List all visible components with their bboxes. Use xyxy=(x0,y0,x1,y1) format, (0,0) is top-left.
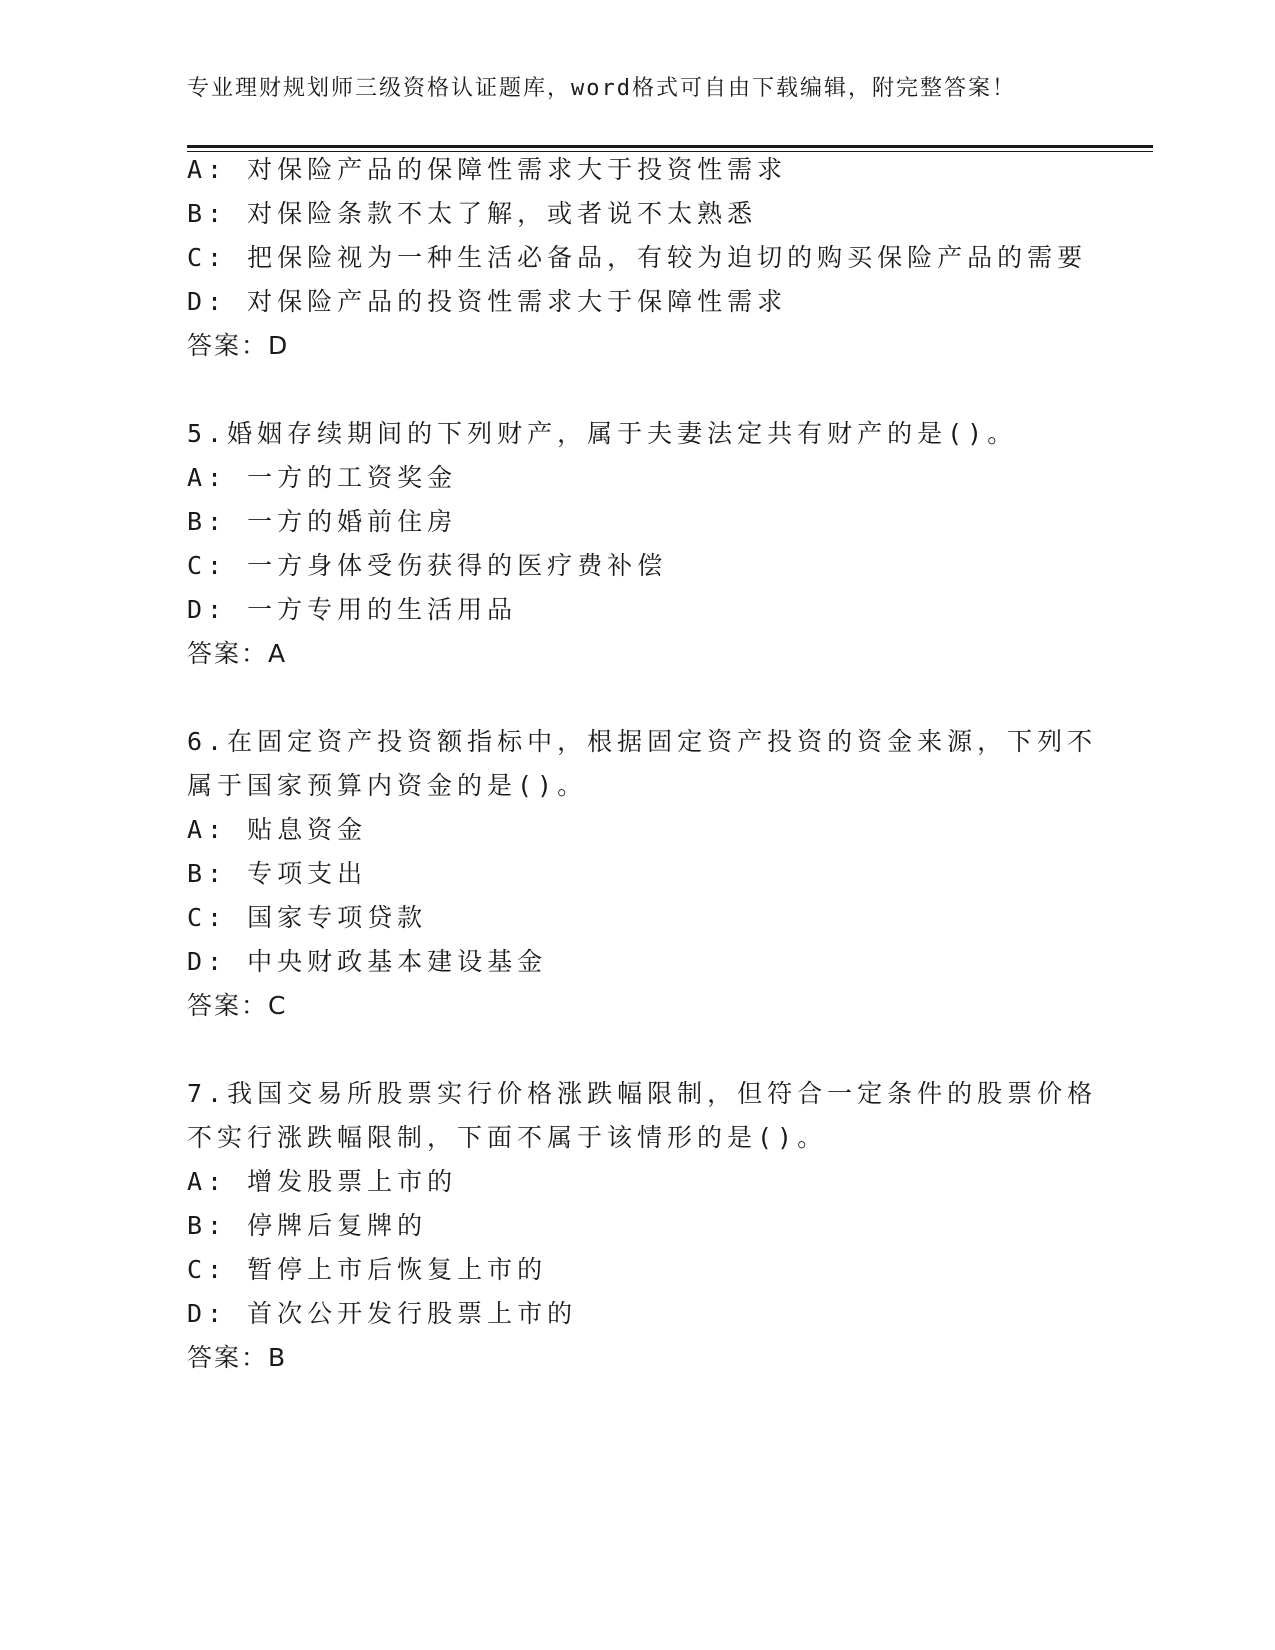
q6-stem-line-2: 属于国家预算内资金的是()。 xyxy=(187,771,588,800)
q4-option-b: B: 对保险条款不太了解，或者说不太熟悉 xyxy=(187,199,758,228)
q7-stem-line-1: 7.我国交易所股票实行价格涨跌幅限制，但符合一定条件的股票价格 xyxy=(187,1079,1098,1108)
q6-stem-line-1: 6.在固定资产投资额指标中，根据固定资产投资的资金来源，下列不 xyxy=(187,727,1098,756)
q6-option-a: A: 贴息资金 xyxy=(187,815,368,844)
q5-option-c: C: 一方身体受伤获得的医疗费补偿 xyxy=(187,551,668,580)
page-header: 专业理财规划师三级资格认证题库，word格式可自由下载编辑，附完整答案！ xyxy=(187,76,1016,101)
q6-option-b: B: 专项支出 xyxy=(187,859,368,888)
q7-option-d: D: 首次公开发行股票上市的 xyxy=(187,1299,578,1328)
q7-answer: 答案：B xyxy=(187,1343,288,1372)
q7-option-b: B: 停牌后复牌的 xyxy=(187,1211,428,1240)
q7-stem-line-2: 不实行涨跌幅限制，下面不属于该情形的是()。 xyxy=(187,1123,828,1152)
q5-answer: 答案：A xyxy=(187,639,288,668)
q4-answer: 答案：D xyxy=(187,331,290,360)
q4-option-d: D: 对保险产品的投资性需求大于保障性需求 xyxy=(187,287,788,316)
q6-answer: 答案：C xyxy=(187,991,288,1020)
q4-option-c: C: 把保险视为一种生活必备品，有较为迫切的购买保险产品的需要 xyxy=(187,243,1088,272)
q5-option-b: B: 一方的婚前住房 xyxy=(187,507,458,536)
q5-stem-line-1: 5.婚姻存续期间的下列财产，属于夫妻法定共有财产的是()。 xyxy=(187,419,1018,448)
header-rule-thick xyxy=(187,145,1153,148)
q6-option-d: D: 中央财政基本建设基金 xyxy=(187,947,548,976)
q4-option-a: A: 对保险产品的保障性需求大于投资性需求 xyxy=(187,155,788,184)
q7-option-a: A: 增发股票上市的 xyxy=(187,1167,458,1196)
q5-option-d: D: 一方专用的生活用品 xyxy=(187,595,518,624)
q6-option-c: C: 国家专项贷款 xyxy=(187,903,428,932)
q5-option-a: A: 一方的工资奖金 xyxy=(187,463,458,492)
q7-option-c: C: 暂停上市后恢复上市的 xyxy=(187,1255,548,1284)
